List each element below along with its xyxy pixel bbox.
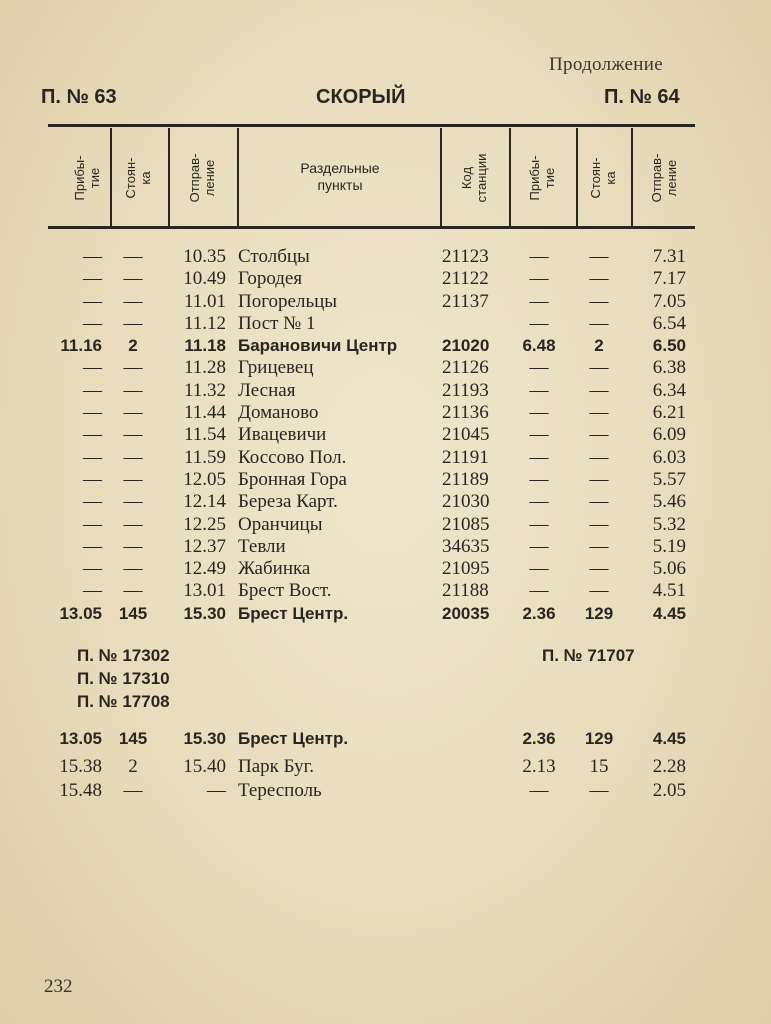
code-cell: 21126 bbox=[442, 357, 489, 379]
station-cell: Береза Карт. bbox=[238, 491, 338, 513]
departure-cell: 12.25 bbox=[183, 513, 226, 535]
station-cell: Бронная Гора bbox=[238, 468, 347, 490]
code-cell: 21085 bbox=[442, 513, 490, 535]
stop-cell: — bbox=[123, 424, 143, 446]
column-divider bbox=[168, 128, 170, 228]
stop-cell: — bbox=[123, 402, 143, 424]
arrival-cell: 13.05 bbox=[59, 603, 102, 623]
stop-cell: — bbox=[123, 780, 143, 801]
station-cell: Пост № 1 bbox=[238, 312, 316, 334]
departure-cell: 12.05 bbox=[183, 468, 226, 490]
arrival2-cell: 2.36 bbox=[522, 603, 556, 623]
stop-cell: — bbox=[123, 246, 143, 267]
table-row bbox=[0, 580, 771, 602]
col-departure-header: Отправ- ление bbox=[187, 153, 217, 203]
table-row bbox=[0, 380, 771, 402]
departure-cell: — bbox=[207, 780, 226, 801]
departure2-cell: 7.05 bbox=[652, 290, 686, 312]
arrival-cell: — bbox=[83, 424, 102, 446]
departure2-cell: 6.09 bbox=[652, 424, 686, 446]
arrival2-cell: — bbox=[529, 580, 549, 602]
train-number-left: П. № 63 bbox=[41, 86, 117, 108]
col-code-header: Код станции bbox=[459, 153, 489, 203]
stop-cell: — bbox=[123, 290, 143, 312]
station-cell: Барановичи Центр bbox=[238, 336, 398, 356]
table-row bbox=[0, 447, 771, 469]
arrival2-cell: 2.36 bbox=[522, 729, 556, 748]
departure-cell: 13.01 bbox=[183, 580, 226, 602]
column-divider bbox=[631, 128, 633, 228]
station-cell: Тевли bbox=[238, 535, 286, 557]
departure2-cell: 2.05 bbox=[652, 780, 686, 801]
station-cell: Коссово Пол. bbox=[238, 446, 347, 468]
stop-cell: — bbox=[123, 268, 143, 290]
table-row bbox=[0, 313, 771, 335]
station-cell: Лесная bbox=[238, 379, 296, 401]
arrival-cell: — bbox=[83, 268, 102, 290]
departure-cell: 15.30 bbox=[183, 603, 226, 623]
header-bottom-rule bbox=[48, 226, 695, 229]
departure-cell: 15.30 bbox=[183, 729, 226, 748]
stop2-cell: — bbox=[589, 491, 609, 513]
table-row bbox=[0, 291, 771, 313]
table-row bbox=[0, 357, 771, 379]
departure-cell: 12.14 bbox=[183, 491, 226, 513]
departure2-cell: 5.32 bbox=[652, 513, 686, 535]
stop-cell: — bbox=[123, 379, 143, 401]
col-stop-header: Стоян- ка bbox=[123, 157, 153, 199]
table-row bbox=[0, 469, 771, 491]
arrival-cell: — bbox=[83, 513, 102, 535]
stop2-cell: — bbox=[589, 246, 609, 267]
stop-cell: — bbox=[123, 312, 143, 334]
stop2-cell: — bbox=[589, 312, 609, 334]
arrival-cell: — bbox=[83, 558, 102, 580]
arrival-cell: — bbox=[83, 402, 102, 424]
code-cell: 21122 bbox=[442, 268, 489, 290]
column-divider bbox=[576, 128, 578, 228]
departure-cell: 12.49 bbox=[183, 558, 226, 580]
departure-cell: 10.49 bbox=[183, 268, 226, 290]
arrival-cell: — bbox=[83, 468, 102, 490]
code-cell: 21137 bbox=[442, 290, 489, 312]
table-row bbox=[0, 268, 771, 290]
stop-cell: — bbox=[123, 535, 143, 557]
station-cell: Парк Буг. bbox=[238, 756, 314, 777]
departure2-cell: 6.38 bbox=[652, 357, 686, 379]
departure2-cell: 7.17 bbox=[652, 268, 686, 290]
table-row bbox=[0, 756, 771, 780]
arrival-cell: — bbox=[83, 535, 102, 557]
departure2-cell: 6.03 bbox=[652, 446, 686, 468]
code-cell: 21188 bbox=[442, 580, 489, 602]
code-cell: 21136 bbox=[442, 402, 489, 424]
stop2-cell: — bbox=[589, 290, 609, 312]
table-row bbox=[0, 536, 771, 558]
stop2-cell: — bbox=[589, 402, 609, 424]
stop2-cell: — bbox=[589, 580, 609, 602]
departure-cell: 10.35 bbox=[183, 246, 226, 267]
arrival2-cell: — bbox=[529, 491, 549, 513]
arrival2-cell: — bbox=[529, 290, 549, 312]
page-number: 232 bbox=[44, 976, 73, 997]
stop-cell: — bbox=[123, 446, 143, 468]
arrival2-cell: — bbox=[529, 535, 549, 557]
stop-cell: 2 bbox=[128, 756, 138, 777]
arrival-cell: 13.05 bbox=[59, 729, 102, 748]
station-cell: Брест Вост. bbox=[238, 580, 332, 602]
arrival-cell: — bbox=[83, 446, 102, 468]
departure-cell: 11.28 bbox=[183, 357, 226, 379]
column-divider bbox=[509, 128, 511, 228]
arrival2-cell: 6.48 bbox=[522, 336, 556, 356]
departure2-cell: 4.51 bbox=[652, 580, 686, 602]
arrival2-cell: — bbox=[529, 424, 549, 446]
departure2-cell: 6.21 bbox=[652, 402, 686, 424]
departure2-cell: 6.50 bbox=[652, 336, 686, 356]
departure2-cell: 4.45 bbox=[652, 603, 686, 623]
station-cell: Тересполь bbox=[238, 780, 322, 801]
continuation-body bbox=[0, 728, 771, 804]
arrival-cell: 15.38 bbox=[59, 756, 102, 777]
stop-cell: — bbox=[123, 558, 143, 580]
stop-cell: — bbox=[123, 468, 143, 490]
departure2-cell: 2.28 bbox=[652, 756, 686, 777]
stop-cell: — bbox=[123, 491, 143, 513]
code-cell: 21045 bbox=[442, 424, 490, 446]
arrival-cell: — bbox=[83, 312, 102, 334]
table-row bbox=[0, 246, 771, 268]
col-stop2-header: Стоян- ка bbox=[588, 157, 618, 199]
arrival2-cell: — bbox=[529, 312, 549, 334]
table-row bbox=[0, 514, 771, 536]
station-cell: Жабинка bbox=[238, 558, 311, 580]
col-arrival2-header: Прибы- тие bbox=[527, 155, 557, 201]
stop-cell: — bbox=[123, 357, 143, 379]
arrival2-cell: — bbox=[529, 246, 549, 267]
arrival2-cell: — bbox=[529, 402, 549, 424]
departure2-cell: 5.19 bbox=[652, 535, 686, 557]
code-cell: 21030 bbox=[442, 491, 490, 513]
station-cell: Столбцы bbox=[238, 246, 310, 267]
train-number-17302: П. № 17302 bbox=[77, 646, 170, 665]
stop2-cell: 129 bbox=[584, 729, 614, 748]
departure2-cell: 4.45 bbox=[652, 729, 686, 748]
departure-cell: 11.18 bbox=[184, 336, 226, 356]
code-cell: 21095 bbox=[442, 558, 490, 580]
code-cell: 21020 bbox=[442, 336, 490, 356]
code-cell: 21189 bbox=[442, 468, 489, 490]
stop-cell: 145 bbox=[118, 729, 148, 748]
arrival-cell: — bbox=[83, 580, 102, 602]
departure2-cell: 6.54 bbox=[652, 312, 686, 334]
stop2-cell: 2 bbox=[594, 336, 604, 356]
header-top-rule bbox=[48, 124, 695, 127]
departure-cell: 11.32 bbox=[183, 379, 226, 401]
stop2-cell: — bbox=[589, 379, 609, 401]
col-arrival-header: Прибы- тие bbox=[72, 155, 102, 201]
arrival2-cell: — bbox=[529, 446, 549, 468]
train-number-17708: П. № 17708 bbox=[77, 692, 170, 711]
continuation-label: Продолжение bbox=[549, 54, 663, 75]
departure-cell: 15.40 bbox=[183, 756, 226, 777]
departure-cell: 11.12 bbox=[183, 312, 226, 334]
stop2-cell: — bbox=[589, 357, 609, 379]
table-row bbox=[0, 603, 771, 625]
stop2-cell: — bbox=[589, 468, 609, 490]
arrival2-cell: 2.13 bbox=[522, 756, 556, 777]
table-row bbox=[0, 491, 771, 513]
arrival-cell: 15.48 bbox=[59, 780, 102, 801]
code-cell: 21191 bbox=[442, 446, 489, 468]
departure2-cell: 7.31 bbox=[652, 246, 686, 267]
col-departure2-header: Отправ- ление bbox=[649, 153, 679, 203]
stop2-cell: 15 bbox=[589, 756, 609, 777]
arrival2-cell: — bbox=[529, 268, 549, 290]
stop2-cell: — bbox=[589, 780, 609, 801]
stop2-cell: — bbox=[589, 513, 609, 535]
departure2-cell: 6.34 bbox=[652, 379, 686, 401]
station-cell: Брест Центр. bbox=[238, 603, 349, 623]
code-cell: 21123 bbox=[442, 246, 489, 267]
arrival-cell: 11.16 bbox=[60, 336, 102, 356]
stop-cell: — bbox=[123, 580, 143, 602]
station-cell: Доманово bbox=[238, 402, 319, 424]
table-row bbox=[0, 558, 771, 580]
column-divider bbox=[110, 128, 112, 228]
station-cell: Грицевец bbox=[238, 357, 314, 379]
departure-cell: 11.44 bbox=[183, 402, 226, 424]
column-divider bbox=[440, 128, 442, 228]
station-cell: Городея bbox=[238, 268, 303, 290]
table-row bbox=[0, 728, 771, 756]
stop-cell: — bbox=[123, 513, 143, 535]
code-cell: 21193 bbox=[442, 379, 489, 401]
table-row bbox=[0, 335, 771, 357]
arrival2-cell: — bbox=[529, 379, 549, 401]
code-cell: 20035 bbox=[442, 603, 490, 623]
table-row bbox=[0, 424, 771, 446]
departure-cell: 11.01 bbox=[183, 290, 226, 312]
arrival-cell: — bbox=[83, 491, 102, 513]
table-row bbox=[0, 780, 771, 804]
departure2-cell: 5.57 bbox=[652, 468, 686, 490]
column-divider bbox=[237, 128, 239, 228]
arrival-cell: — bbox=[83, 379, 102, 401]
arrival2-cell: — bbox=[529, 558, 549, 580]
stop2-cell: — bbox=[589, 535, 609, 557]
station-cell: Ивацевичи bbox=[238, 424, 327, 446]
departure2-cell: 5.46 bbox=[652, 491, 686, 513]
arrival2-cell: — bbox=[529, 357, 549, 379]
stop2-cell: — bbox=[589, 268, 609, 290]
col-points-header: Раздельные пункты bbox=[300, 160, 380, 193]
stop2-cell: — bbox=[589, 446, 609, 468]
station-cell: Оранчицы bbox=[238, 513, 323, 535]
station-cell: Погорельцы bbox=[238, 290, 338, 312]
departure-cell: 11.54 bbox=[183, 424, 226, 446]
arrival-cell: — bbox=[83, 290, 102, 312]
arrival2-cell: — bbox=[529, 468, 549, 490]
arrival-cell: — bbox=[83, 246, 102, 267]
arrival-cell: — bbox=[83, 357, 102, 379]
departure-cell: 12.37 bbox=[183, 535, 226, 557]
timetable-body bbox=[0, 246, 771, 625]
train-type-title: СКОРЫЙ bbox=[316, 86, 406, 108]
stop-cell: 2 bbox=[128, 336, 138, 356]
train-number-17310: П. № 17310 bbox=[77, 669, 170, 688]
station-cell: Брест Центр. bbox=[238, 729, 349, 748]
train-number-right: П. № 64 bbox=[604, 86, 680, 108]
departure2-cell: 5.06 bbox=[652, 558, 686, 580]
stop2-cell: — bbox=[589, 424, 609, 446]
table-row bbox=[0, 402, 771, 424]
stop2-cell: 129 bbox=[584, 603, 614, 623]
train-number-71707: П. № 71707 bbox=[542, 646, 635, 665]
code-cell: 34635 bbox=[442, 535, 490, 557]
stop-cell: 145 bbox=[118, 603, 148, 623]
departure-cell: 11.59 bbox=[183, 446, 226, 468]
arrival2-cell: — bbox=[529, 780, 549, 801]
arrival2-cell: — bbox=[529, 513, 549, 535]
stop2-cell: — bbox=[589, 558, 609, 580]
